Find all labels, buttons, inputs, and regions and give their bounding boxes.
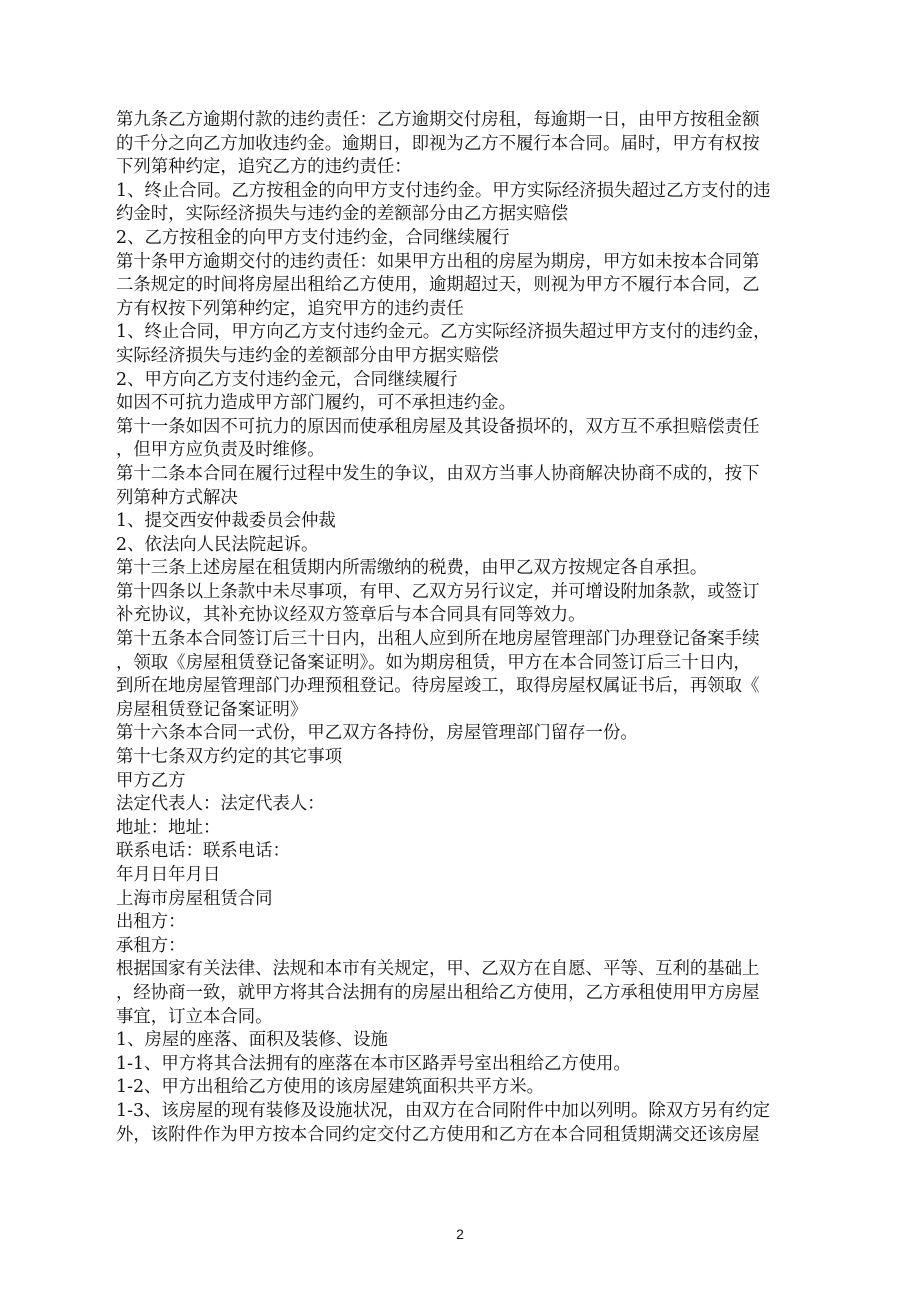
text-line: 实际经济损失与违约金的差额部分由甲方据实赔偿 bbox=[116, 345, 499, 366]
text-line: 房屋租赁登记备案证明》 bbox=[116, 699, 308, 720]
text-line: 承租方： bbox=[116, 935, 186, 956]
text-line: 1、房屋的座落、面积及装修、设施 bbox=[116, 1030, 388, 1051]
text-line: 1-2、甲方出租给乙方使用的该房屋建筑面积共平方米。 bbox=[116, 1077, 544, 1098]
text-line: 2、甲方向乙方支付违约金元，合同继续履行 bbox=[116, 369, 458, 390]
text-line: ，领取《房屋租赁登记备案证明》。如为期房租赁，甲方在本合同签订后三十日内， bbox=[116, 652, 751, 673]
text-line: ，经协商一致，就甲方将其合法拥有的房屋出租给乙方使用，乙方承租使用甲方房屋 bbox=[116, 982, 760, 1003]
text-line: 第十五条本合同签订后三十日内，出租人应到所在地房屋管理部门办理登记备案手续 bbox=[116, 629, 760, 650]
text-line: 方有权按下列第种约定，追究甲方的违约责任 bbox=[116, 298, 464, 319]
text-line: ，但甲方应负责及时维修。 bbox=[116, 440, 325, 461]
text-line: 上海市房屋租赁合同 bbox=[116, 888, 273, 909]
text-line: 的千分之向乙方加收违约金。逾期日，即视为乙方不履行本合同。届时，甲方有权按 bbox=[116, 133, 760, 154]
text-line: 到所在地房屋管理部门办理预租登记。待房屋竣工，取得房屋权属证书后，再领取《 bbox=[116, 676, 760, 697]
text-line: 下列第种约定，追究乙方的违约责任： bbox=[116, 157, 412, 178]
text-line: 1、终止合同，甲方向乙方支付违约金元。乙方实际经济损失超过甲方支付的违约金， bbox=[116, 322, 771, 343]
text-line: 2、依法向人民法院起诉。 bbox=[116, 534, 319, 555]
text-line: 第十七条双方约定的其它事项 bbox=[116, 747, 343, 768]
text-line: 2、乙方按租金的向甲方支付违约金，合同继续履行 bbox=[116, 227, 510, 248]
text-line: 1、提交西安仲裁委员会仲裁 bbox=[116, 511, 336, 532]
text-line: 第十条甲方逾期交付的违约责任：如果甲方出租的房屋为期房，甲方如未按本合同第 bbox=[116, 251, 760, 272]
text-line: 第九条乙方逾期付款的违约责任：乙方逾期交付房租，每逾期一日，由甲方按租金额 bbox=[116, 110, 760, 130]
text-line: 第十三条上述房屋在租赁期内所需缴纳的税费，由甲乙双方按规定各自承担。 bbox=[116, 558, 708, 579]
text-line: 1-3、该房屋的现有装修及设施状况，由双方在合同附件中加以列明。除双方另有约定 bbox=[116, 1100, 771, 1121]
text-line: 如因不可抗力造成甲方部门履约，可不承担违约金。 bbox=[116, 393, 516, 414]
text-line: 第十二条本合同在履行过程中发生的争议，由双方当事人协商解决协商不成的，按下 bbox=[116, 463, 760, 484]
text-line: 第十一条如因不可抗力的原因而使承租房屋及其设备损坏的，双方互不承担赔偿责任 bbox=[116, 416, 760, 437]
text-line: 出租方： bbox=[116, 912, 186, 933]
document-body bbox=[116, 109, 806, 1147]
text-line: 甲方乙方 bbox=[116, 770, 186, 791]
page-number: 2 bbox=[456, 1226, 464, 1242]
text-line: 约金时，实际经济损失与违约金的差额部分由乙方据实赔偿 bbox=[116, 204, 569, 225]
text-line: 联系电话：联系电话： bbox=[116, 841, 290, 862]
text-line: 地址：地址： bbox=[116, 817, 221, 838]
text-line: 年月日年月日 bbox=[116, 865, 221, 885]
text-line: 第十六条本合同一式份，甲乙双方各持份，房屋管理部门留存一份。 bbox=[116, 723, 638, 744]
text-line: 外，该附件作为甲方按本合同约定交付乙方使用和乙方在本合同租赁期满交还该房屋 bbox=[116, 1124, 760, 1145]
text-line: 1、终止合同。乙方按租金的向甲方支付违约金。甲方实际经济损失超过乙方支付的违 bbox=[116, 180, 771, 201]
text-line: 补充协议，其补充协议经双方签章后与本合同具有同等效力。 bbox=[116, 605, 586, 626]
text-line: 第十四条以上条款中未尽事项，有甲、乙双方另行议定，并可增设附加条款，或签订 bbox=[116, 581, 760, 602]
text-line: 根据国家有关法律、法规和本市有关规定，甲、乙双方在自愿、平等、互利的基础上 bbox=[116, 959, 760, 980]
text-line: 事宜，订立本合同。 bbox=[116, 1006, 273, 1027]
text-line: 二条规定的时间将房屋出租给乙方使用，逾期超过天，则视为甲方不履行本合同，乙 bbox=[116, 275, 760, 296]
text-line: 1-1、甲方将其合法拥有的座落在本市区路弄号室出租给乙方使用。 bbox=[116, 1053, 631, 1074]
text-line: 法定代表人：法定代表人： bbox=[116, 794, 325, 815]
text-line: 列第种方式解决 bbox=[116, 487, 238, 508]
